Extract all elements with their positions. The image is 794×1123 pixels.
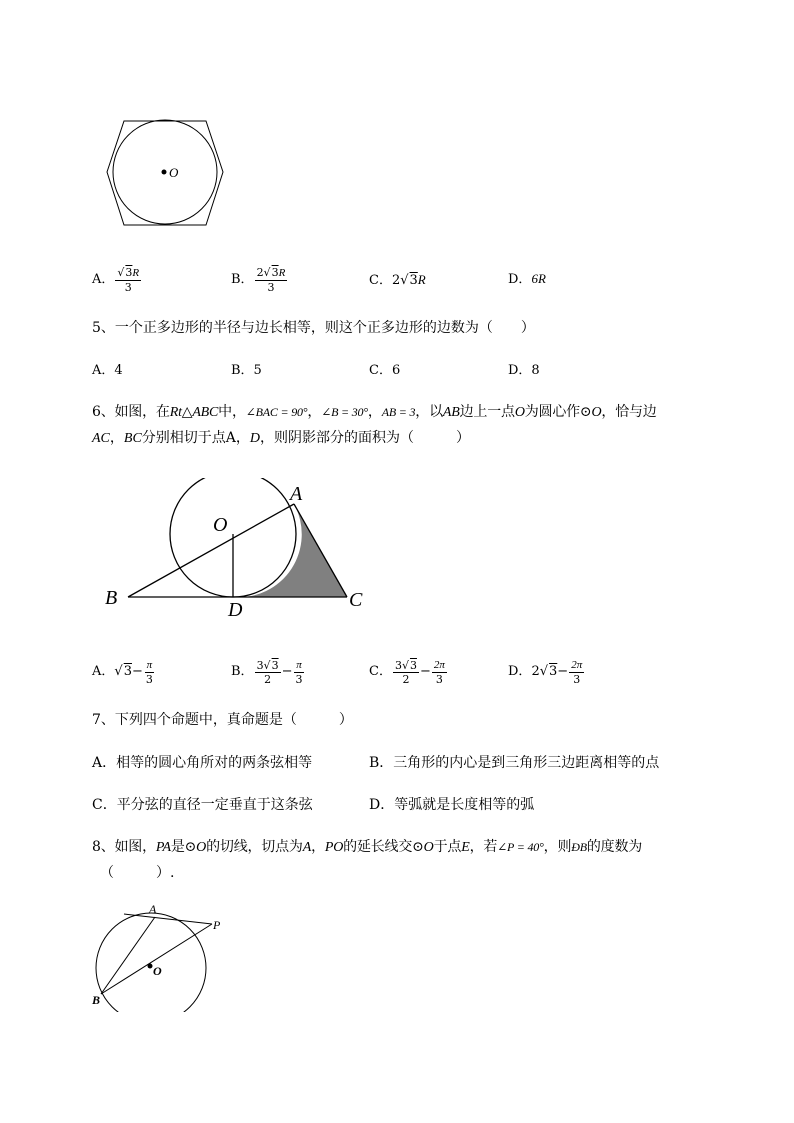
label-a: A: [149, 902, 157, 916]
q7-option-b[interactable]: B．三角形的内心是到三角形三边距离相等的点: [369, 755, 660, 771]
q7-option-c[interactable]: C．平分弦的直径一定垂直于这条弦: [92, 797, 313, 813]
center-point: [162, 170, 167, 175]
triangle-circle-diagram: [100, 478, 375, 623]
label-a: A: [290, 483, 303, 505]
center-point: [148, 964, 153, 969]
label-d: D: [228, 599, 243, 621]
q7-question: 7、下列四个命题中，真命题是（ ）: [92, 712, 353, 728]
q7-option-a[interactable]: A．相等的圆心角所对的两条弦相等: [92, 755, 313, 771]
tangent-circle-diagram: [88, 900, 228, 1012]
q6-option-c[interactable]: C． $\frac{3√3}{2}$ − $\frac{2\pi}{3}$: [369, 658, 445, 686]
label-o: O: [153, 964, 162, 978]
label-o: O: [213, 514, 228, 536]
q4-option-b[interactable]: B． $\frac{2√3R}{3}$: [231, 266, 286, 294]
q6-option-a[interactable]: A． √ 3 − $\frac{\pi}{3}$: [92, 658, 153, 686]
q7-option-d[interactable]: D．等弧就是长度相等的弧: [369, 797, 535, 813]
secant-pb: [101, 924, 212, 994]
q4-option-a[interactable]: A． $\frac{√3R}{3}$: [92, 266, 140, 294]
q6-question-line1: 6、如图，在Rt△ABC中，∠BAC = 90°，∠B = 30°，AB = 3，以AB边上一点O为圆心作⊙O，恰与边: [92, 404, 657, 420]
q8-question-line1: 8、如图，PA是⊙O的切线，切点为A，PO的延长线交⊙O于点E，若∠P = 40°，则ÐB的度数为: [92, 839, 643, 855]
label-b: B: [92, 993, 101, 1007]
q6-question-line2: AC，BC分别相切于点A，D，则阴影部分的面积为（ ）: [92, 430, 471, 446]
label-b: B: [105, 587, 118, 609]
q5-option-a[interactable]: A．4: [92, 363, 123, 378]
label-c: C: [349, 589, 363, 611]
q6-option-d[interactable]: D． 2√ 3 − $\frac{2\pi}{3}$: [508, 658, 583, 686]
q4-option-d[interactable]: D．6R: [508, 271, 546, 287]
q5-option-b[interactable]: B．5: [231, 363, 262, 378]
q4-option-c[interactable]: C．2√3R: [369, 272, 426, 288]
chord-ab: [101, 917, 155, 994]
q5-option-d[interactable]: D．8: [508, 363, 540, 378]
label-p: P: [213, 918, 221, 932]
q5-question: 5、一个正多边形的半径与边长相等，则这个正多边形的边数为（ ）: [92, 320, 535, 336]
side-ba: [128, 504, 294, 597]
q6-option-b[interactable]: B． $\frac{3√3}{2}$ − $\frac{\pi}{3}$: [231, 658, 303, 686]
center-label: O: [169, 165, 179, 180]
shaded-region: [233, 504, 347, 597]
q8-question-line2: （ ）.: [100, 865, 175, 881]
hexagon-circle-diagram: [100, 115, 230, 235]
q5-option-c[interactable]: C．6: [369, 363, 401, 378]
